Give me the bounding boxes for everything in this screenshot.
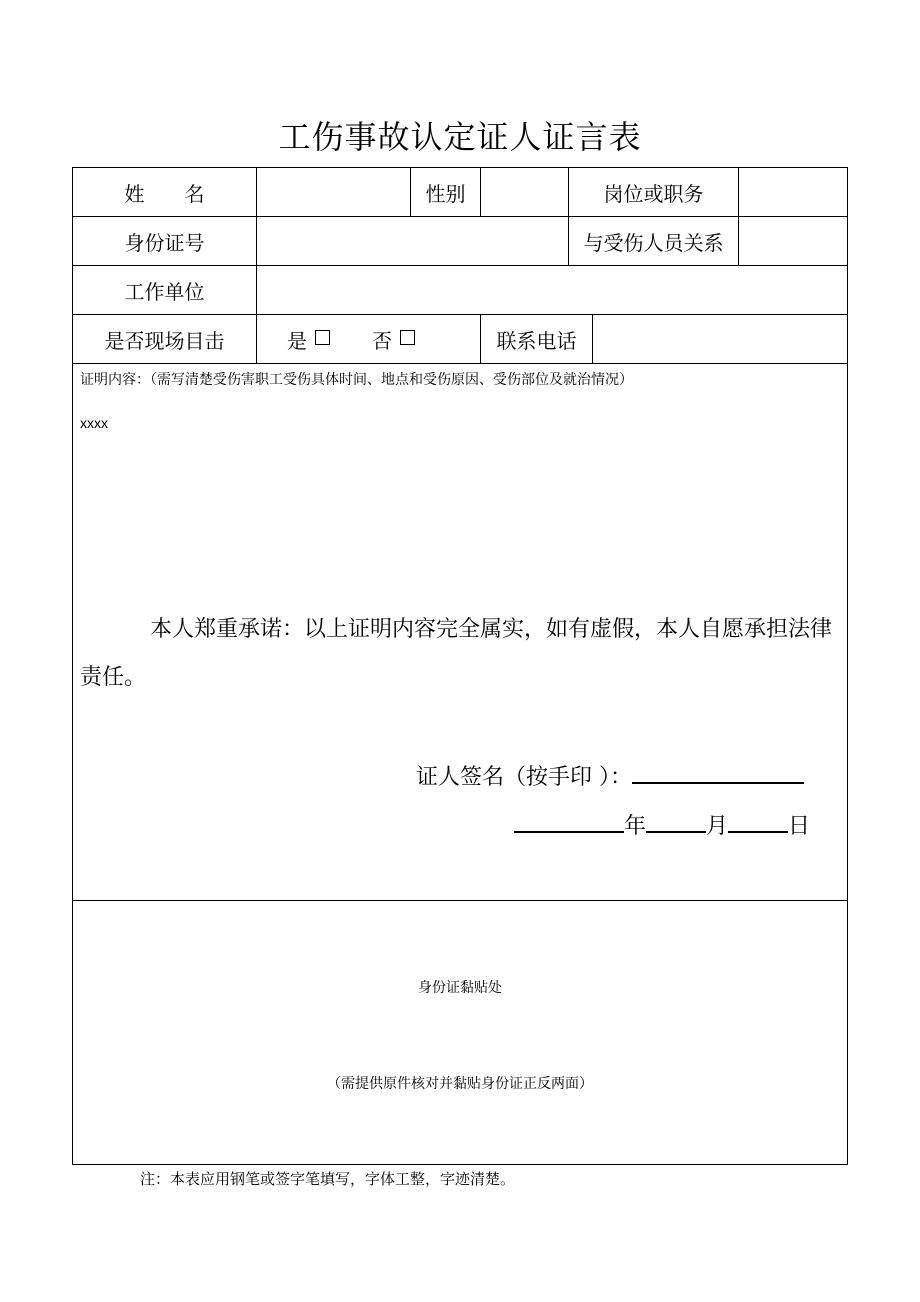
name-field[interactable] bbox=[257, 168, 410, 216]
promise-statement bbox=[80, 606, 846, 702]
footnote: 注：本表应用钢笔或签字笔填写，字体工整，字迹清楚。 bbox=[140, 1170, 516, 1188]
yes-checkbox[interactable] bbox=[315, 330, 330, 345]
gender-label: 性别 bbox=[425, 181, 466, 206]
relation-label: 与受伤人员关系 bbox=[583, 230, 724, 255]
page-title: 工伤事故认定证人证言表 bbox=[278, 118, 642, 156]
id-number-label: 身份证号 bbox=[124, 230, 205, 255]
signature-label: 证人签名（按手印 ）： bbox=[416, 765, 632, 790]
yes-option-label: 是 bbox=[287, 328, 307, 353]
workplace-label: 工作单位 bbox=[124, 279, 205, 304]
signature-line[interactable] bbox=[632, 760, 804, 784]
proof-content[interactable]: xxxx bbox=[80, 415, 108, 431]
row-divider bbox=[72, 900, 848, 901]
witness-signature bbox=[416, 760, 804, 791]
position-label: 岗位或职务 bbox=[603, 181, 704, 206]
id-card-area-label: 身份证黏贴处 bbox=[418, 980, 502, 996]
workplace-field[interactable] bbox=[257, 266, 847, 314]
month-field[interactable] bbox=[646, 809, 706, 833]
phone-field[interactable] bbox=[593, 315, 847, 363]
id-card-area-hint: （需提供原件核对并黏贴身份证正反两面） bbox=[327, 1076, 593, 1092]
phone-label: 联系电话 bbox=[496, 328, 577, 353]
position-field[interactable] bbox=[739, 168, 847, 216]
proof-label: 证明内容：（需写清楚受伤害职工受伤具体时间、地点和受伤原因、受伤部位及就治情况） bbox=[80, 372, 633, 388]
id-number-field[interactable] bbox=[257, 217, 568, 265]
day-label: 日 bbox=[788, 814, 811, 839]
promise-text: 本人郑重承诺：以上证明内容完全属实，如有虚假，本人自愿承担法律责任。 bbox=[80, 617, 833, 690]
gender-field[interactable] bbox=[481, 168, 568, 216]
day-field[interactable] bbox=[728, 809, 788, 833]
name-label: 姓 名 bbox=[124, 181, 205, 206]
year-field[interactable] bbox=[514, 809, 624, 833]
month-label: 月 bbox=[706, 814, 729, 839]
no-option-label: 否 bbox=[372, 328, 392, 353]
date-line bbox=[514, 809, 810, 840]
witness-options bbox=[257, 315, 480, 363]
year-label: 年 bbox=[624, 814, 647, 839]
row-divider bbox=[72, 363, 848, 364]
no-checkbox[interactable] bbox=[400, 330, 415, 345]
witness-label: 是否现场目击 bbox=[104, 328, 225, 353]
relation-field[interactable] bbox=[739, 217, 847, 265]
